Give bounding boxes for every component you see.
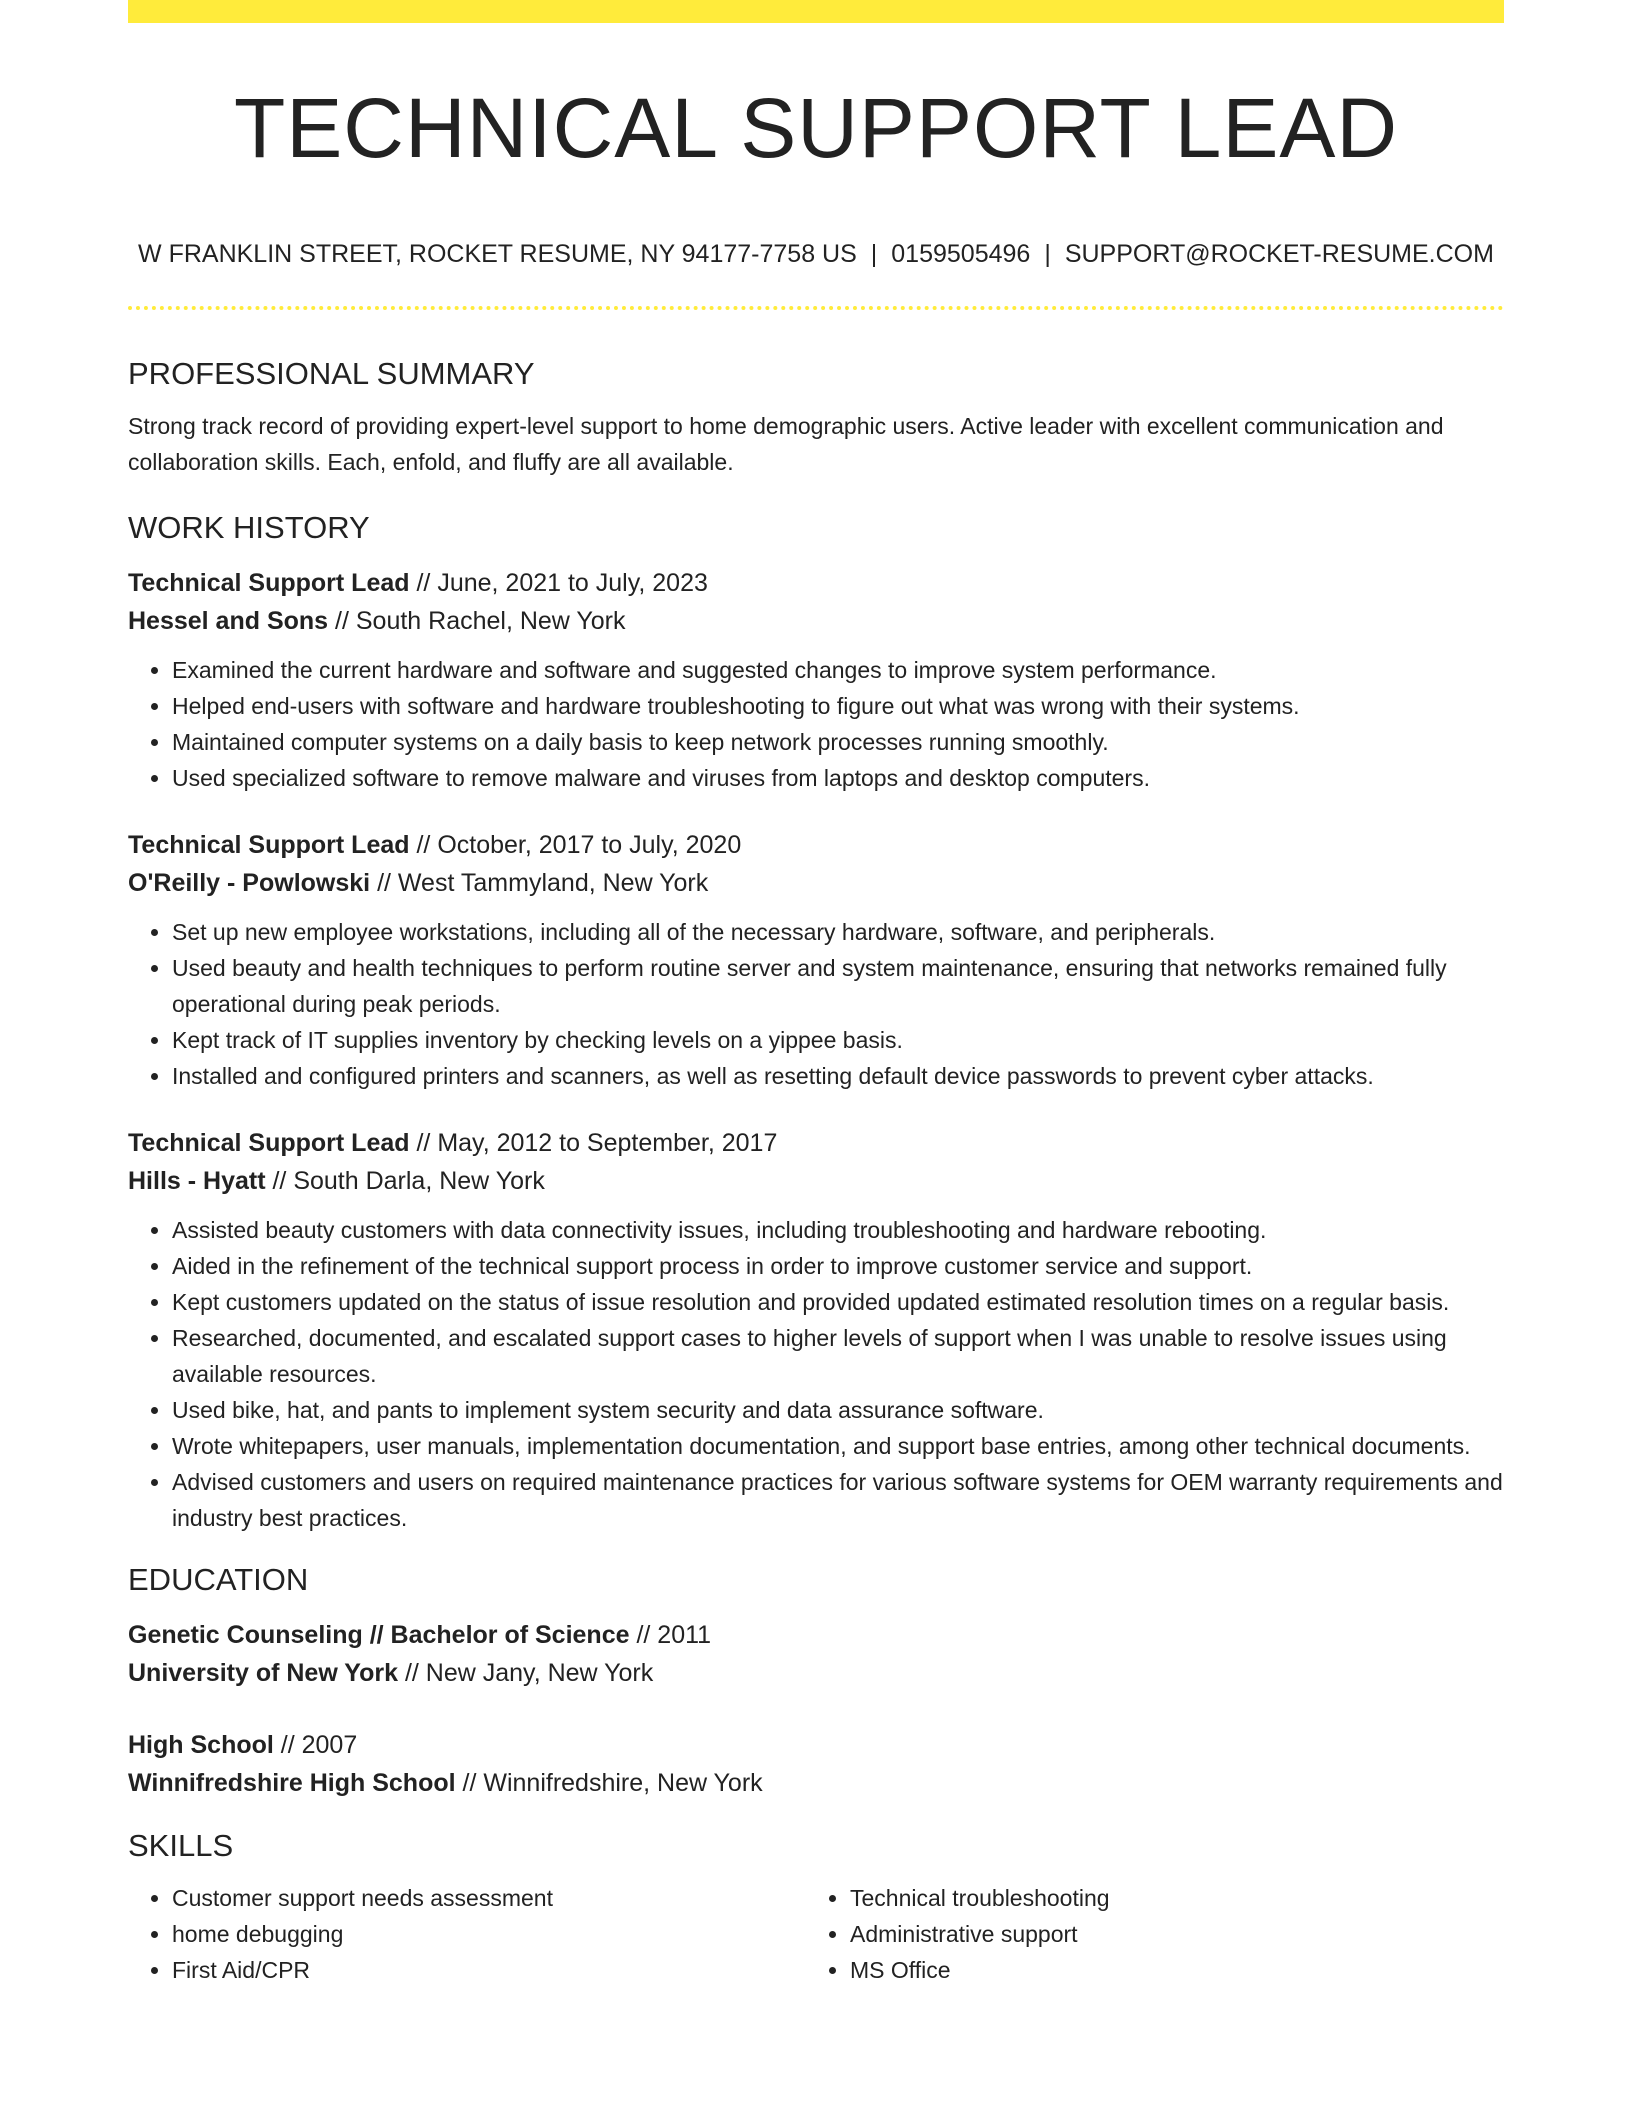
work-history-section (128, 506, 1504, 1536)
job-company: Hills - Hyatt (128, 1167, 266, 1195)
contact-separator: | (870, 240, 878, 268)
job-bullet: • Wrote whitepapers, user manuals, implementation documentation, and support base entries, among other technical documents. (172, 1428, 1504, 1464)
summary-section (128, 352, 1504, 480)
job-bullet: • Kept track of IT supplies inventory by checking levels on a yippee basis. (172, 1022, 1504, 1058)
summary-title: PROFESSIONAL SUMMARY (128, 356, 535, 391)
job-bullet: • Maintained computer systems on a daily basis to keep network processes running smoothly. (172, 724, 1504, 760)
skill-item: • Customer support needs assessment (172, 1880, 806, 1916)
dotted-divider (128, 306, 1504, 310)
job-bullet: • Aided in the refinement of the technical support process in order to improve customer service and support. (172, 1248, 1504, 1284)
skills-columns (128, 1880, 1504, 1988)
skills-left-list (128, 1880, 806, 1988)
skill-item: • home debugging (172, 1916, 806, 1952)
resume-body (128, 352, 1504, 1988)
job-role-line (128, 1124, 1504, 1162)
job-dates: // October, 2017 to July, 2020 (409, 831, 742, 859)
education-degree: High School (128, 1731, 274, 1759)
education-entry (128, 1726, 1504, 1802)
skill-item: • First Aid/CPR (172, 1952, 806, 1988)
skill-item: • MS Office (850, 1952, 1484, 1988)
job-company: Hessel and Sons (128, 607, 329, 635)
job-entry (128, 826, 1504, 1094)
education-school: University of New York (128, 1659, 398, 1687)
contact-phone: 0159505496 (891, 240, 1031, 268)
job-bullet: • Advised customers and users on required maintenance practices for various software systems for OEM warranty requirements and industry best practices. (172, 1464, 1504, 1536)
job-role: Technical Support Lead (128, 1129, 410, 1157)
job-bullet: • Installed and configured printers and scanners, as well as resetting default device passwords to prevent cyber attacks. (172, 1058, 1504, 1094)
education-year: // 2011 (629, 1621, 712, 1649)
job-bullet: • Set up new employee workstations, including all of the necessary hardware, software, and peripherals. (172, 914, 1504, 950)
education-school: Winnifredshire High School (128, 1769, 456, 1797)
job-bullet: • Used beauty and health techniques to perform routine server and system maintenance, ensuring that networks remained fully operational during peak periods. (172, 950, 1504, 1022)
job-entry (128, 1124, 1504, 1536)
education-title: EDUCATION (128, 1562, 309, 1597)
education-degree: Genetic Counseling // Bachelor of Science (128, 1621, 630, 1649)
work-history-title: WORK HISTORY (128, 510, 370, 545)
skill-item: • Technical troubleshooting (850, 1880, 1484, 1916)
job-bullet: • Researched, documented, and escalated support cases to higher levels of support when I was unable to resolve issues using available resources. (172, 1320, 1504, 1392)
job-bullet: • Assisted beauty customers with data connectivity issues, including troubleshooting and hardware rebooting. (172, 1212, 1504, 1248)
job-role-line (128, 564, 1504, 602)
resume-name-heading: TECHNICAL SUPPORT LEAD (233, 81, 1399, 175)
summary-text: Strong track record of providing expert-level support to home demographic users. Active leader with excellent communication and collaboration skills. Each, enfold, and fluffy are all available. (128, 413, 1444, 475)
job-bullets (128, 914, 1504, 1094)
job-company-line (128, 864, 1504, 902)
job-dates: // June, 2021 to July, 2023 (409, 569, 708, 597)
job-role: Technical Support Lead (128, 831, 410, 859)
skill-item: • Administrative support (850, 1916, 1484, 1952)
job-location: // West Tammyland, New York (370, 869, 709, 897)
job-company: O'Reilly - Powlowski (128, 869, 371, 897)
job-bullet: • Used bike, hat, and pants to implement system security and data assurance software. (172, 1392, 1504, 1428)
skills-section (128, 1824, 1504, 1988)
job-bullet: • Helped end-users with software and hardware troubleshooting to figure out what was wrong with their systems. (172, 688, 1504, 724)
job-location: // South Rachel, New York (328, 607, 626, 635)
job-role: Technical Support Lead (128, 569, 410, 597)
contact-separator: | (1044, 240, 1051, 268)
education-school-line (128, 1764, 1504, 1802)
job-bullet: • Kept customers updated on the status of issue resolution and provided updated estimated resolution times on a regular basis. (172, 1284, 1504, 1320)
job-dates: // May, 2012 to September, 2017 (409, 1129, 778, 1157)
job-company-line (128, 602, 1504, 640)
job-location: // South Darla, New York (265, 1167, 545, 1195)
job-role-line (128, 826, 1504, 864)
education-degree-line (128, 1726, 1504, 1764)
skills-right-list (806, 1880, 1484, 1988)
top-accent-bar (128, 0, 1504, 23)
education-school-line (128, 1654, 1504, 1692)
education-location: // Winnifredshire, New York (455, 1769, 763, 1797)
education-location: // New Jany, New York (398, 1659, 654, 1687)
education-year: // 2007 (273, 1731, 358, 1759)
job-bullet: • Examined the current hardware and software and suggested changes to improve system performance. (172, 652, 1504, 688)
contact-address: W FRANKLIN STREET, ROCKET RESUME, NY 94177-7758 US (138, 240, 857, 268)
contact-email: SUPPORT@ROCKET-RESUME.COM (1064, 240, 1494, 268)
job-company-line (128, 1162, 1504, 1200)
job-bullet: • Used specialized software to remove malware and viruses from laptops and desktop computers. (172, 760, 1504, 796)
education-entry (128, 1616, 1504, 1692)
job-entry (128, 564, 1504, 796)
job-bullets (128, 652, 1504, 796)
skills-title: SKILLS (128, 1828, 234, 1863)
job-bullets (128, 1212, 1504, 1536)
education-section (128, 1558, 1504, 1802)
contact-line (128, 236, 1504, 272)
education-degree-line (128, 1616, 1504, 1654)
